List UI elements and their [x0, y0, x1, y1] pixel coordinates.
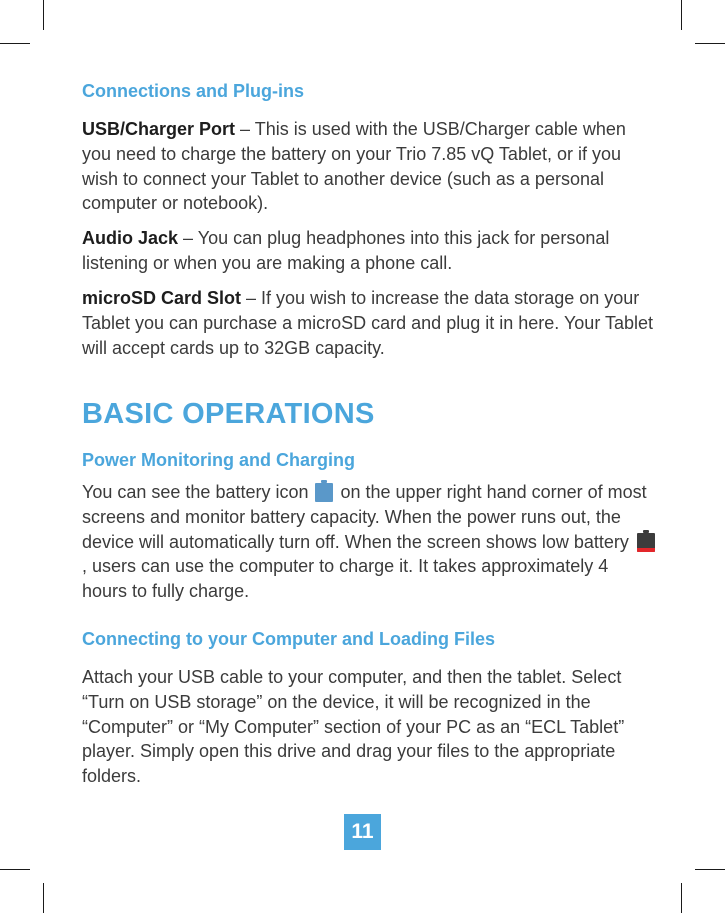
basic-operations-heading: BASIC OPERATIONS — [82, 398, 375, 430]
audio-jack-paragraph — [82, 226, 657, 276]
power-monitoring-paragraph — [82, 480, 657, 604]
crop-mark-top-left-vertical — [43, 0, 44, 30]
power-monitoring-heading: Power Monitoring and Charging — [82, 450, 355, 470]
crop-mark-bottom-right-horizontal — [695, 869, 725, 870]
battery-low-icon — [637, 530, 655, 552]
crop-mark-top-right-horizontal — [695, 43, 725, 44]
connecting-heading: Connecting to your Computer and Loading Files — [82, 629, 495, 649]
crop-mark-top-left-horizontal — [0, 43, 30, 44]
crop-mark-bottom-left-vertical — [43, 883, 44, 913]
connecting-paragraph: Attach your USB cable to your computer, and then the tablet. Select “Turn on USB storage” on the device, it will be recognized in the “Computer” or “My Computer” section of your PC as an “ECL Tablet” player. Simply open this drive and drag your files to the appropriate folders. — [82, 667, 625, 787]
microsd-slot-text: – If you wish to increase the data storage on your Tablet you can purchase a microSD card and plug it in here. Your Tablet will accept cards up to 32GB capacity. — [82, 288, 654, 358]
microsd-slot-paragraph — [82, 286, 657, 360]
microsd-slot-term: microSD Card Slot — [82, 288, 242, 308]
crop-mark-top-right-vertical — [681, 0, 682, 30]
power-text-3: , users can use the computer to charge it. It takes approximately 4 hours to fully charge. — [82, 556, 609, 602]
audio-jack-text: – You can plug headphones into this jack for personal listening or when you are making a phone call. — [82, 228, 610, 273]
crop-mark-bottom-right-vertical — [681, 883, 682, 913]
power-text-2: on the upper right hand corner of most screens and monitor battery capacity. When the power runs out, the device will automatically turn off. When the screen shows low battery — [82, 482, 647, 552]
audio-jack-term: Audio Jack — [82, 228, 179, 248]
page-number: 11 — [344, 814, 381, 850]
power-text-1: You can see the battery icon — [82, 482, 309, 502]
battery-full-icon — [315, 480, 333, 502]
connections-heading: Connections and Plug-ins — [82, 81, 305, 101]
usb-port-term: USB/Charger Port — [82, 119, 236, 139]
usb-port-paragraph — [82, 117, 657, 216]
usb-port-text: – This is used with the USB/Charger cable when you need to charge the battery on your Trio 7.85 vQ Tablet, or if you wish to connect your Tablet to another device (such as a personal computer or notebook). — [82, 119, 626, 214]
crop-mark-bottom-left-horizontal — [0, 869, 30, 870]
